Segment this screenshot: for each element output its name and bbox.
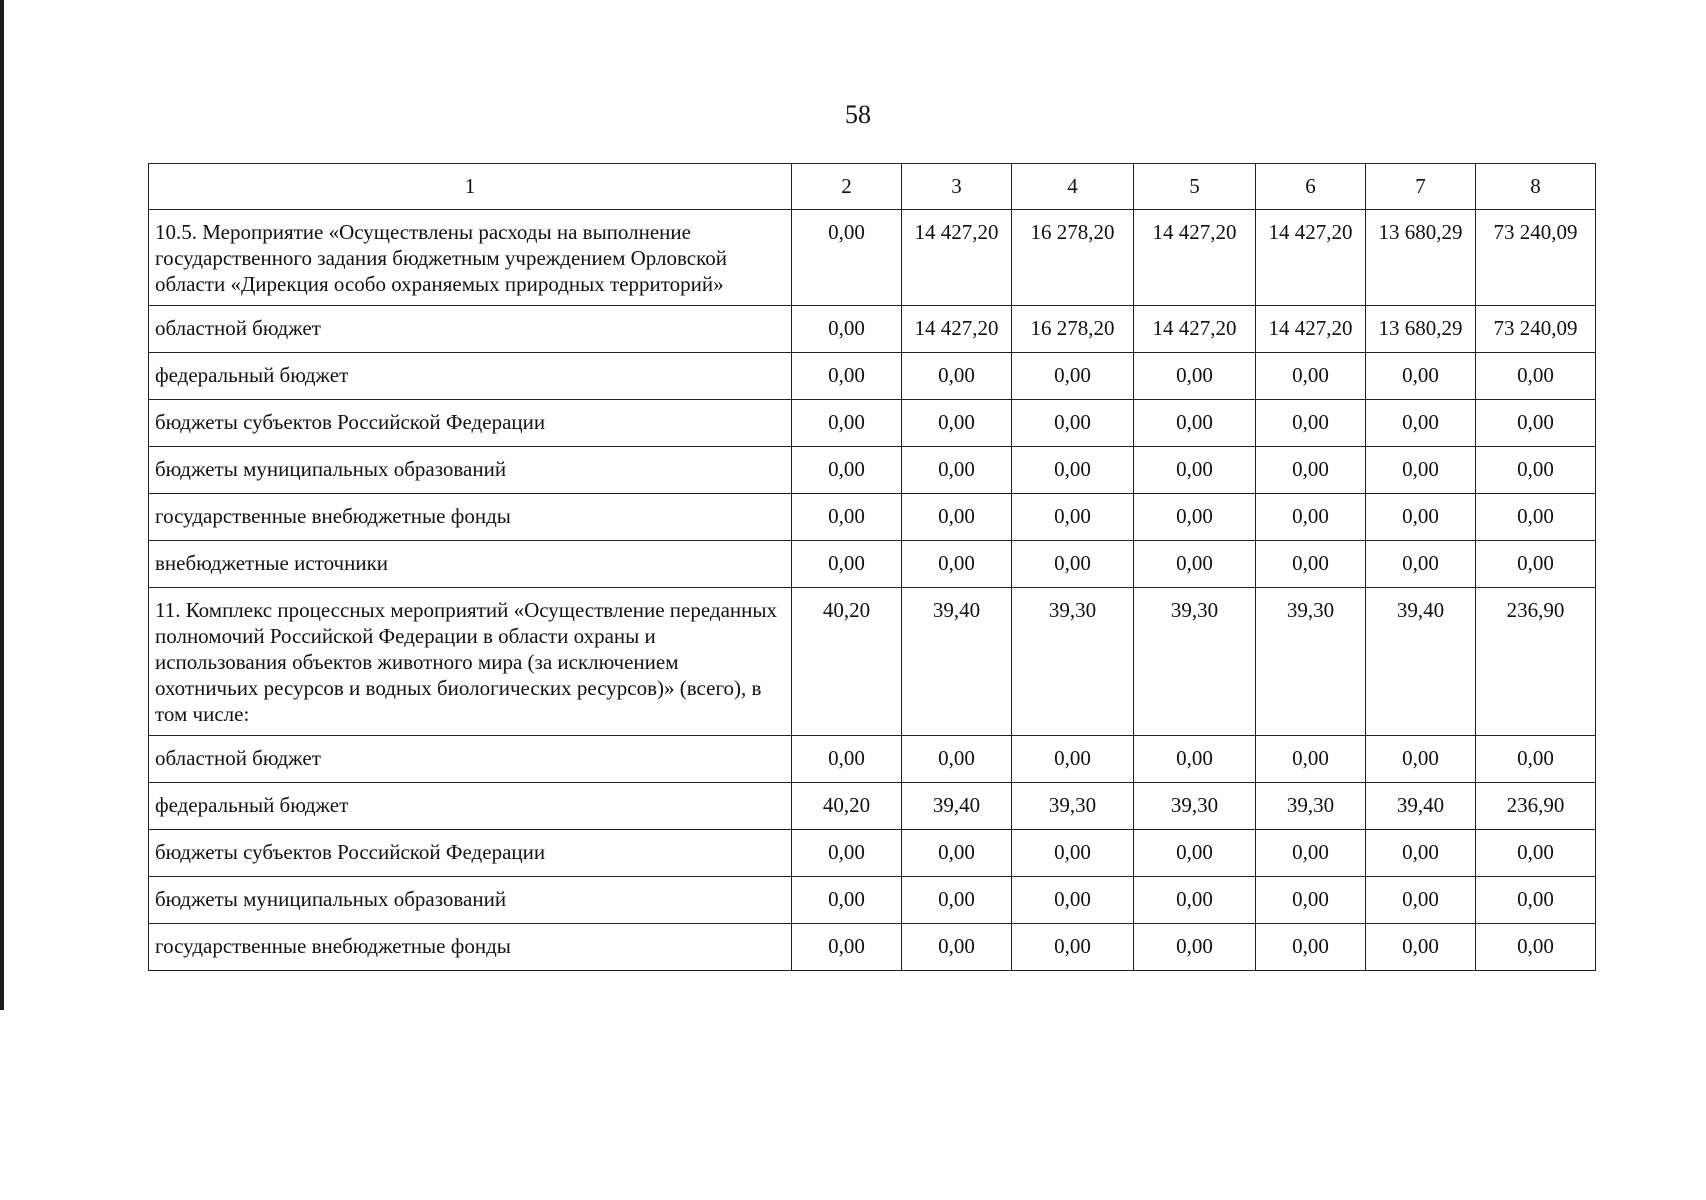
cell-value: 0,00 [1134, 353, 1256, 400]
cell-value: 236,90 [1476, 588, 1596, 736]
table-row [149, 783, 1596, 830]
table-row [149, 400, 1596, 447]
cell-value: 14 427,20 [902, 210, 1012, 306]
column-header: 8 [1476, 164, 1596, 210]
cell-value: 0,00 [1476, 877, 1596, 924]
cell-value: 39,30 [1256, 588, 1366, 736]
cell-value: 0,00 [792, 447, 902, 494]
table-row [149, 541, 1596, 588]
cell-value: 0,00 [1366, 494, 1476, 541]
cell-value: 0,00 [1366, 541, 1476, 588]
cell-value: 0,00 [1134, 877, 1256, 924]
table-row [149, 353, 1596, 400]
cell-value: 236,90 [1476, 783, 1596, 830]
cell-value: 0,00 [1476, 494, 1596, 541]
table-row [149, 736, 1596, 783]
cell-value: 40,20 [792, 783, 902, 830]
cell-value: 0,00 [792, 924, 902, 971]
cell-value: 39,30 [1012, 783, 1134, 830]
cell-value: 39,30 [1134, 588, 1256, 736]
cell-value: 39,30 [1134, 783, 1256, 830]
cell-value: 0,00 [1256, 353, 1366, 400]
cell-value: 0,00 [1012, 924, 1134, 971]
cell-value: 0,00 [1012, 830, 1134, 877]
cell-value: 0,00 [1134, 494, 1256, 541]
cell-value: 0,00 [1256, 494, 1366, 541]
table-row [149, 306, 1596, 353]
cell-value: 0,00 [1134, 400, 1256, 447]
row-label: бюджеты субъектов Российской Федерации [149, 830, 792, 877]
cell-value: 0,00 [792, 306, 902, 353]
cell-value: 0,00 [1256, 877, 1366, 924]
row-label: государственные внебюджетные фонды [149, 494, 792, 541]
cell-value: 0,00 [1012, 447, 1134, 494]
cell-value: 0,00 [902, 353, 1012, 400]
row-label: областной бюджет [149, 306, 792, 353]
cell-value: 0,00 [792, 541, 902, 588]
cell-value: 0,00 [792, 353, 902, 400]
column-header: 7 [1366, 164, 1476, 210]
cell-value: 0,00 [1256, 447, 1366, 494]
table-row [149, 588, 1596, 736]
cell-value: 0,00 [902, 541, 1012, 588]
table-row [149, 210, 1596, 306]
column-header: 5 [1134, 164, 1256, 210]
cell-value: 16 278,20 [1012, 306, 1134, 353]
column-header: 6 [1256, 164, 1366, 210]
cell-value: 0,00 [902, 877, 1012, 924]
cell-value: 0,00 [1256, 924, 1366, 971]
row-label: федеральный бюджет [149, 783, 792, 830]
row-label: бюджеты муниципальных образований [149, 877, 792, 924]
row-label: бюджеты субъектов Российской Федерации [149, 400, 792, 447]
table-row [149, 877, 1596, 924]
cell-value: 0,00 [902, 924, 1012, 971]
cell-value: 39,40 [1366, 588, 1476, 736]
cell-value: 0,00 [902, 447, 1012, 494]
cell-value: 0,00 [1476, 541, 1596, 588]
cell-value: 0,00 [1134, 830, 1256, 877]
cell-value: 73 240,09 [1476, 306, 1596, 353]
cell-value: 0,00 [902, 494, 1012, 541]
page-left-edge [0, 0, 4, 1010]
cell-value: 0,00 [1012, 400, 1134, 447]
cell-value: 0,00 [792, 494, 902, 541]
table-row [149, 924, 1596, 971]
column-header: 1 [149, 164, 792, 210]
cell-value: 73 240,09 [1476, 210, 1596, 306]
cell-value: 0,00 [1134, 924, 1256, 971]
cell-value: 0,00 [1012, 736, 1134, 783]
cell-value: 39,40 [902, 588, 1012, 736]
cell-value: 39,40 [1366, 783, 1476, 830]
cell-value: 13 680,29 [1366, 306, 1476, 353]
cell-value: 0,00 [1476, 830, 1596, 877]
row-label: 10.5. Мероприятие «Осуществлены расходы на выполнение государственного задания бюджетным учреждением Орловской области «Дирекция особо охраняемых природных территорий» [149, 210, 792, 306]
cell-value: 0,00 [1476, 924, 1596, 971]
cell-value: 0,00 [1366, 447, 1476, 494]
column-header: 3 [902, 164, 1012, 210]
cell-value: 0,00 [792, 400, 902, 447]
cell-value: 0,00 [902, 400, 1012, 447]
cell-value: 14 427,20 [1134, 210, 1256, 306]
cell-value: 39,30 [1012, 588, 1134, 736]
row-label: 11. Комплекс процессных мероприятий «Осуществление переданных полномочий Российской Федерации в области охраны и использования объектов животного мира (за исключением охотничьих ресурсов и водных биологических ресурсов)» (всего), в том числе: [149, 588, 792, 736]
cell-value: 0,00 [1134, 541, 1256, 588]
cell-value: 0,00 [1012, 353, 1134, 400]
cell-value: 0,00 [1134, 736, 1256, 783]
cell-value: 14 427,20 [1134, 306, 1256, 353]
table-header-row [149, 164, 1596, 210]
cell-value: 0,00 [1012, 877, 1134, 924]
row-label: областной бюджет [149, 736, 792, 783]
row-label: внебюджетные источники [149, 541, 792, 588]
row-label: бюджеты муниципальных образований [149, 447, 792, 494]
cell-value: 0,00 [1366, 353, 1476, 400]
cell-value: 0,00 [1012, 541, 1134, 588]
cell-value: 0,00 [1256, 736, 1366, 783]
cell-value: 39,40 [902, 783, 1012, 830]
table-row [149, 447, 1596, 494]
cell-value: 0,00 [1366, 830, 1476, 877]
cell-value: 0,00 [1366, 924, 1476, 971]
column-header: 2 [792, 164, 902, 210]
table-row [149, 830, 1596, 877]
row-label: федеральный бюджет [149, 353, 792, 400]
cell-value: 0,00 [902, 736, 1012, 783]
cell-value: 0,00 [1256, 541, 1366, 588]
cell-value: 0,00 [1366, 877, 1476, 924]
cell-value: 0,00 [792, 210, 902, 306]
cell-value: 0,00 [1476, 353, 1596, 400]
cell-value: 0,00 [1256, 400, 1366, 447]
cell-value: 0,00 [1012, 494, 1134, 541]
cell-value: 0,00 [792, 736, 902, 783]
cell-value: 0,00 [1366, 400, 1476, 447]
cell-value: 13 680,29 [1366, 210, 1476, 306]
cell-value: 0,00 [1476, 400, 1596, 447]
cell-value: 0,00 [1366, 736, 1476, 783]
column-header: 4 [1012, 164, 1134, 210]
cell-value: 14 427,20 [1256, 210, 1366, 306]
cell-value: 0,00 [1476, 447, 1596, 494]
cell-value: 39,30 [1256, 783, 1366, 830]
cell-value: 0,00 [792, 877, 902, 924]
cell-value: 14 427,20 [1256, 306, 1366, 353]
budget-table [148, 163, 1596, 971]
cell-value: 0,00 [1476, 736, 1596, 783]
page-number: 58 [845, 100, 871, 129]
cell-value: 0,00 [902, 830, 1012, 877]
cell-value: 40,20 [792, 588, 902, 736]
cell-value: 16 278,20 [1012, 210, 1134, 306]
cell-value: 0,00 [1134, 447, 1256, 494]
cell-value: 14 427,20 [902, 306, 1012, 353]
row-label: государственные внебюджетные фонды [149, 924, 792, 971]
cell-value: 0,00 [1256, 830, 1366, 877]
table-row [149, 494, 1596, 541]
cell-value: 0,00 [792, 830, 902, 877]
